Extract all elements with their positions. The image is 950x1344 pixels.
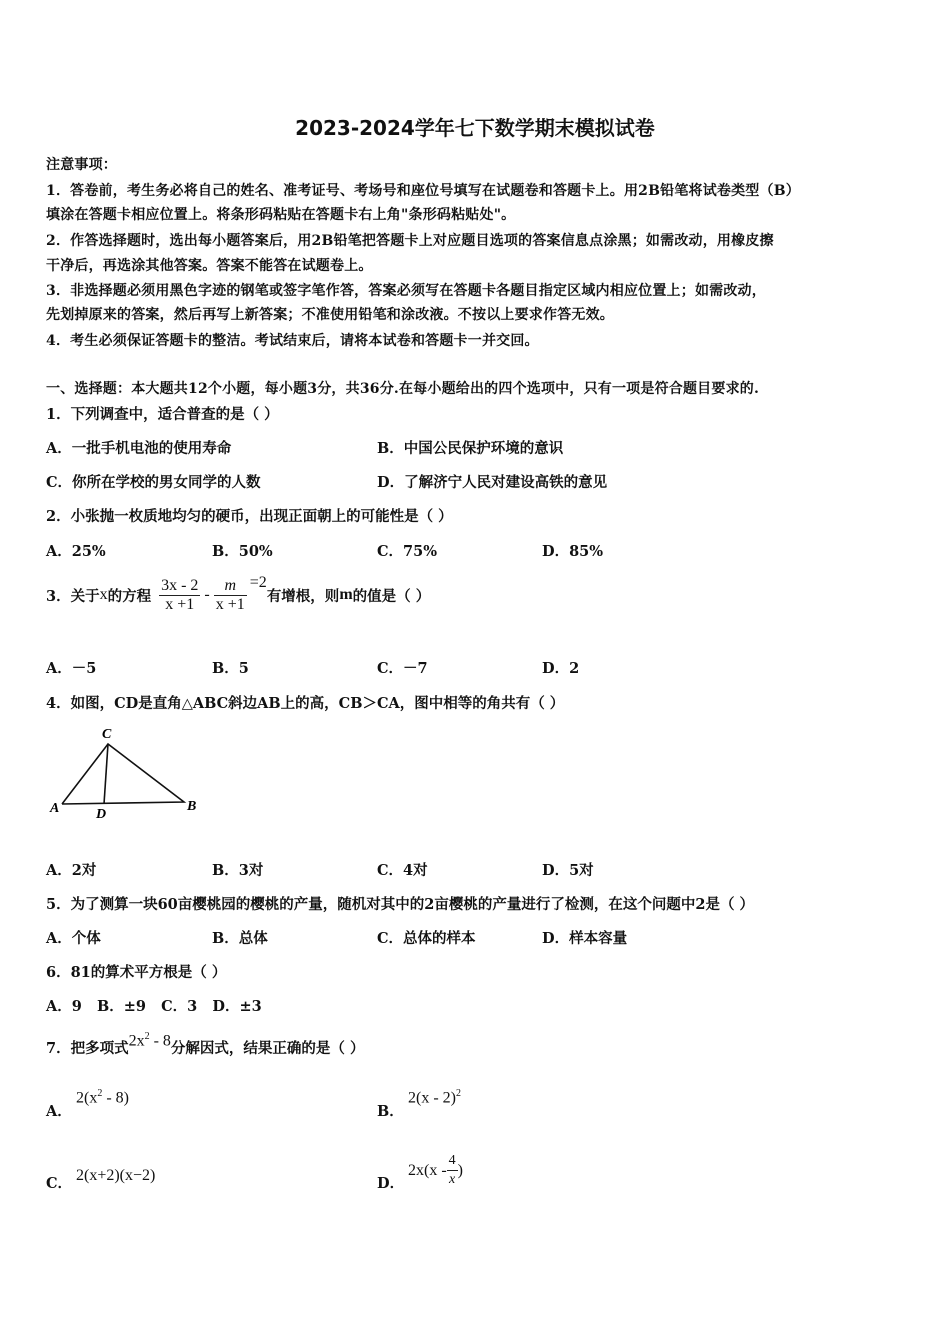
q4-option-c: C．4对 bbox=[377, 862, 428, 879]
q3-fraction-2 bbox=[214, 577, 247, 614]
q7-polynomial: $2x^2 - 8$ bbox=[128, 1030, 171, 1049]
q6-options: A．9 B．±9 C．3 D．±3 bbox=[46, 998, 262, 1015]
vertex-b-label: B bbox=[187, 799, 197, 814]
q7-option-a: $2(x^2 - 8)$ bbox=[76, 1088, 129, 1107]
q3-option-d: D．2 bbox=[542, 660, 580, 677]
q3-frac2-num: m bbox=[214, 577, 247, 596]
vertex-c-label: C bbox=[102, 727, 112, 742]
point-d-label: D bbox=[96, 807, 107, 822]
q5-option-d: D．样本容量 bbox=[542, 930, 628, 947]
q5-option-c: C．总体的样本 bbox=[377, 930, 476, 947]
notice-line: 填涂在答题卡相应位置上。将条形码粘贴在答题卡右上角"条形码粘贴处"。 bbox=[46, 207, 516, 223]
q7-option-a-label: A． bbox=[46, 1103, 72, 1120]
q6-stem: 6．81的算术平方根是（ ） bbox=[46, 964, 227, 981]
q2-option-b: B．50% bbox=[212, 543, 273, 560]
notice-line: 4．考生必须保证答题卡的整洁。考试结束后，请将本试卷和答题卡一并交回。 bbox=[46, 333, 539, 349]
q3-equals: =2 bbox=[249, 574, 267, 591]
q7-option-c: 2(x+2)(x−2) bbox=[76, 1167, 156, 1184]
q5-stem: 5．为了测算一块60亩樱桃园的樱桃的产量，随机对其中的2亩樱桃的产量进行了检测，在这个问题中2是（ ） bbox=[46, 896, 754, 913]
q3-minus: - bbox=[204, 586, 210, 603]
q3-suffix1: 有增根，则 bbox=[266, 587, 340, 605]
triangle-abc bbox=[62, 744, 184, 804]
q7-prefix: 7．把多项式 bbox=[46, 1040, 129, 1057]
section-heading: 一、选择题：本大题共12个小题，每小题3分，共36分.在每小题给出的四个选项中，只有一项是符合题目要求的. bbox=[46, 381, 760, 397]
q3-var-m: m bbox=[339, 586, 353, 603]
q7-option-d: 2x(x - $\frac{4}{x}$ ) bbox=[408, 1153, 463, 1187]
q4-option-d: D．5对 bbox=[542, 862, 594, 879]
q3-fraction-1 bbox=[159, 577, 200, 614]
q3-option-b: B．5 bbox=[212, 660, 249, 677]
q3-option-c: C．－7 bbox=[377, 660, 428, 677]
q3-frac1-den: x +1 bbox=[165, 595, 195, 613]
page-title: 2023-2024学年七下数学期末模拟试卷 bbox=[295, 116, 655, 140]
q4-stem: 4．如图，CD是直角△ABC斜边AB上的高，CB＞CA，图中相等的角共有（ ） bbox=[46, 695, 565, 712]
q4-option-a: A．2对 bbox=[46, 862, 97, 879]
q2-stem: 2．小张抛一枚质地均匀的硬币，出现正面朝上的可能性是（ ） bbox=[46, 508, 453, 525]
q3-prefix: 3．关于 bbox=[46, 587, 100, 605]
q3-stem bbox=[46, 570, 430, 620]
q2-option-c: C．75% bbox=[377, 543, 437, 560]
q1-stem: 1．下列调查中，适合普查的是（ ） bbox=[46, 406, 279, 423]
q1-option-b: B．中国公民保护环境的意识 bbox=[377, 440, 564, 457]
triangle-figure bbox=[46, 722, 216, 822]
altitude-cd bbox=[104, 744, 108, 804]
q4-option-b: B．3对 bbox=[212, 862, 264, 879]
q7-stem bbox=[46, 1030, 365, 1058]
q7-option-d-label: D． bbox=[377, 1175, 405, 1192]
q5-option-a: A．个体 bbox=[46, 930, 101, 947]
q3-mid: 的方程 bbox=[107, 587, 152, 605]
q3-suffix2: 的值是（ ） bbox=[352, 587, 431, 605]
notice-heading: 注意事项： bbox=[46, 157, 117, 173]
q2-option-a: A．25% bbox=[46, 543, 106, 560]
notice-line: 先划掉原来的答案，然后再写上新答案；不准使用铅笔和涂改液。不按以上要求作答无效。 bbox=[46, 307, 614, 323]
q5-option-b: B．总体 bbox=[212, 930, 268, 947]
q7-option-b: 2(x - 2)$^2$ bbox=[408, 1088, 461, 1107]
q7-option-c-label: C． bbox=[46, 1175, 73, 1192]
notice-line: 1．答卷前，考生务必将自己的姓名、准考证号、考场号和座位号填写在试题卷和答题卡上。用2B铅笔将试卷类型（B） bbox=[46, 183, 800, 199]
q1-option-a: A．一批手机电池的使用寿命 bbox=[46, 440, 232, 457]
q3-frac1-num: 3x - 2 bbox=[161, 576, 199, 594]
q2-option-d: D．85% bbox=[542, 543, 604, 560]
q1-option-d: D．了解济宁人民对建设高铁的意见 bbox=[377, 474, 608, 491]
notice-line: 2．作答选择题时，选出每小题答案后，用2B铅笔把答题卡上对应题目选项的答案信息点涂黑；如需改动，用橡皮擦 bbox=[46, 233, 774, 249]
notice-line: 干净后，再选涂其他答案。答案不能答在试题卷上。 bbox=[46, 258, 373, 274]
q1-option-c: C．你所在学校的男女同学的人数 bbox=[46, 474, 261, 491]
vertex-a-label: A bbox=[50, 801, 60, 816]
q3-var-x: x bbox=[99, 586, 108, 603]
notice-line: 3．非选择题必须用黑色字迹的钢笔或签字笔作答，答案必须写在答题卡各题目指定区域内相应位置上；如需改动， bbox=[46, 283, 766, 299]
q3-frac2-den: x +1 bbox=[215, 595, 245, 613]
q7-option-b-label: B． bbox=[377, 1103, 404, 1120]
q3-option-a: A．－5 bbox=[46, 660, 97, 677]
q7-suffix: 分解因式，结果正确的是（ ） bbox=[170, 1040, 365, 1057]
